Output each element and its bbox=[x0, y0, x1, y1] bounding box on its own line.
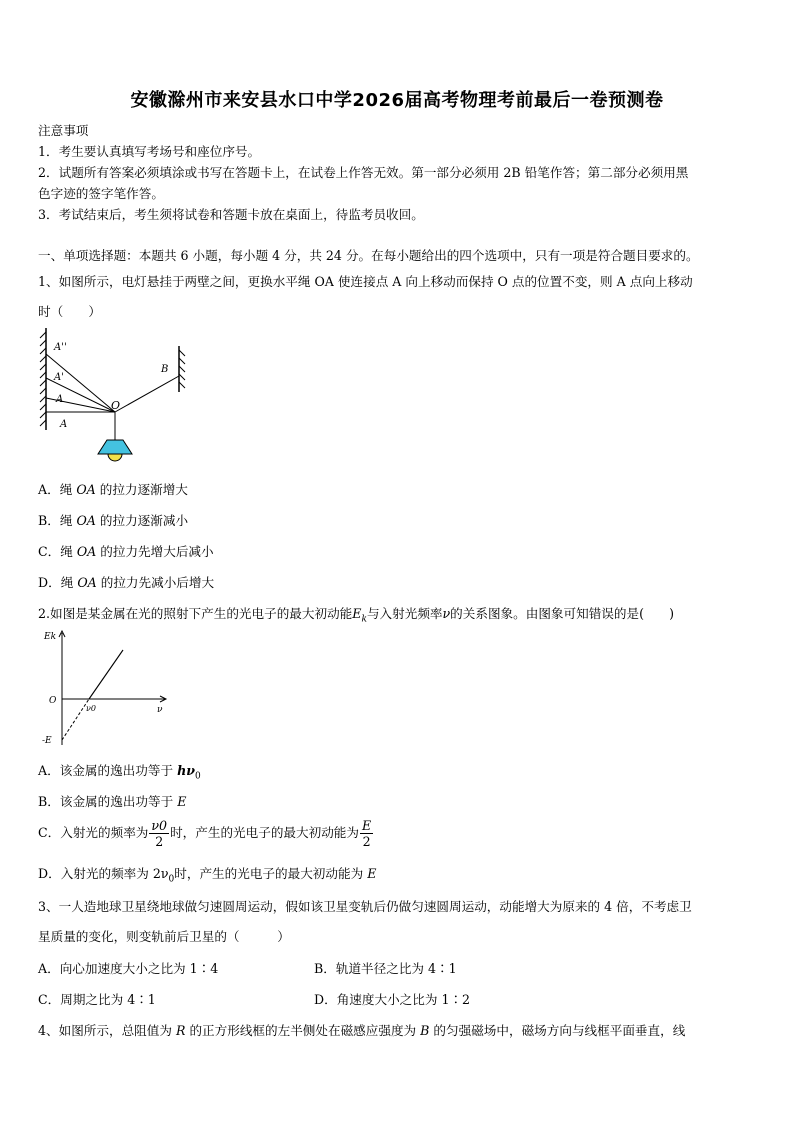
q4-stem-line1: 4、如图所示，总阻值为 R 的正方形线框的左半侧处在磁感应强度为 B 的匀强磁场中，磁场方向与线框平面垂直，线 bbox=[38, 1023, 686, 1038]
graph-ylabel: Ek bbox=[44, 632, 57, 642]
section-heading: 一、单项选择题：本题共 6 小题，每小题 4 分，共 24 分。在每小题给出的四个选项中，只有一项是符合题目要求的。 bbox=[38, 248, 699, 263]
q3-option-b: B．轨道半径之比为 4∶1 bbox=[314, 961, 457, 976]
label-o: O bbox=[111, 399, 121, 412]
q1-option-c: C．绳 OA 的拉力先增大后减小 bbox=[38, 544, 214, 559]
notice-item-3: 3．考试结束后，考生须将试卷和答题卡放在桌面上，待监考员收回。 bbox=[38, 207, 424, 222]
q1-stem-line1: 1、如图所示，电灯悬挂于两壁之间，更换水平绳 OA 使连接点 A 向上移动而保持 O 点的位置不变，则 A 点向上移动 bbox=[38, 274, 693, 289]
notice-item-1: 1．考生要认真填写考场号和座位序号。 bbox=[38, 144, 261, 159]
q2-option-a: A．该金属的逸出功等于 $h\nu_0$ bbox=[38, 763, 201, 782]
q2-stem: 2.如图是某金属在光的照射下产生的光电子的最大初动能$E_k$与入射光频率ν的关系图象。由图象可知错误的是( ) bbox=[38, 606, 675, 625]
q3-stem-line2: 星质量的变化，则变轨前后卫星的（ ） bbox=[38, 929, 290, 944]
notice-item-2: 2．试题所有答案必须填涂或书写在答题卡上，在试卷上作答无效。第一部分必须用 2B 铅笔作答；第二部分必须用黑 bbox=[38, 165, 689, 180]
label-a-double-prime: A'' bbox=[54, 342, 67, 353]
q2-option-b: B．该金属的逸出功等于 E bbox=[38, 794, 187, 809]
q1-figure-lamp-diagram bbox=[38, 326, 208, 472]
label-a-prime: A' bbox=[54, 372, 64, 383]
q3-option-d: D．角速度大小之比为 1∶2 bbox=[314, 992, 471, 1007]
q3-option-c: C．周期之比为 4∶1 bbox=[38, 992, 156, 1007]
q1-stem-line2: 时（ ） bbox=[38, 304, 101, 319]
q3-option-a: A．向心加速度大小之比为 1∶4 bbox=[38, 961, 219, 976]
q1-option-b: B．绳 OA 的拉力逐渐减小 bbox=[38, 513, 189, 528]
q1-option-d: D．绳 OA 的拉力先减小后增大 bbox=[38, 575, 215, 590]
label-a-bottom: A bbox=[60, 419, 68, 430]
q3-stem-line1: 3、一人造地球卫星绕地球做匀速圆周运动，假如该卫星变轨后仍做匀速圆周运动，动能增大为原来的 4 倍，不考虑卫 bbox=[38, 899, 692, 914]
graph-neg-e: -E bbox=[42, 736, 52, 746]
q2-option-c: C．入射光的频率为 $\frac{\nu 0}{2}$ 时，产生的光电子的最大初动能为 $\frac{E}{2}$ bbox=[38, 818, 372, 849]
graph-nu0: ν0 bbox=[86, 704, 96, 713]
q2-figure-ek-nu-graph bbox=[40, 627, 170, 749]
notice-item-2-cont: 色字迹的签字笔作答。 bbox=[38, 186, 164, 201]
q1-option-a: A．绳 OA 的拉力逐渐增大 bbox=[38, 482, 188, 497]
q2-option-d: D．入射光的频率为 $2\nu_0$时，产生的光电子的最大初动能为 E bbox=[38, 866, 377, 885]
label-b: B bbox=[161, 364, 169, 375]
notice-heading: 注意事项 bbox=[38, 123, 89, 138]
page-title: 安徽滁州市来安县水口中学2026届高考物理考前最后一卷预测卷 bbox=[130, 90, 664, 111]
graph-xlabel: ν bbox=[157, 705, 163, 715]
graph-origin: O bbox=[49, 696, 57, 706]
label-a: A bbox=[56, 394, 64, 405]
